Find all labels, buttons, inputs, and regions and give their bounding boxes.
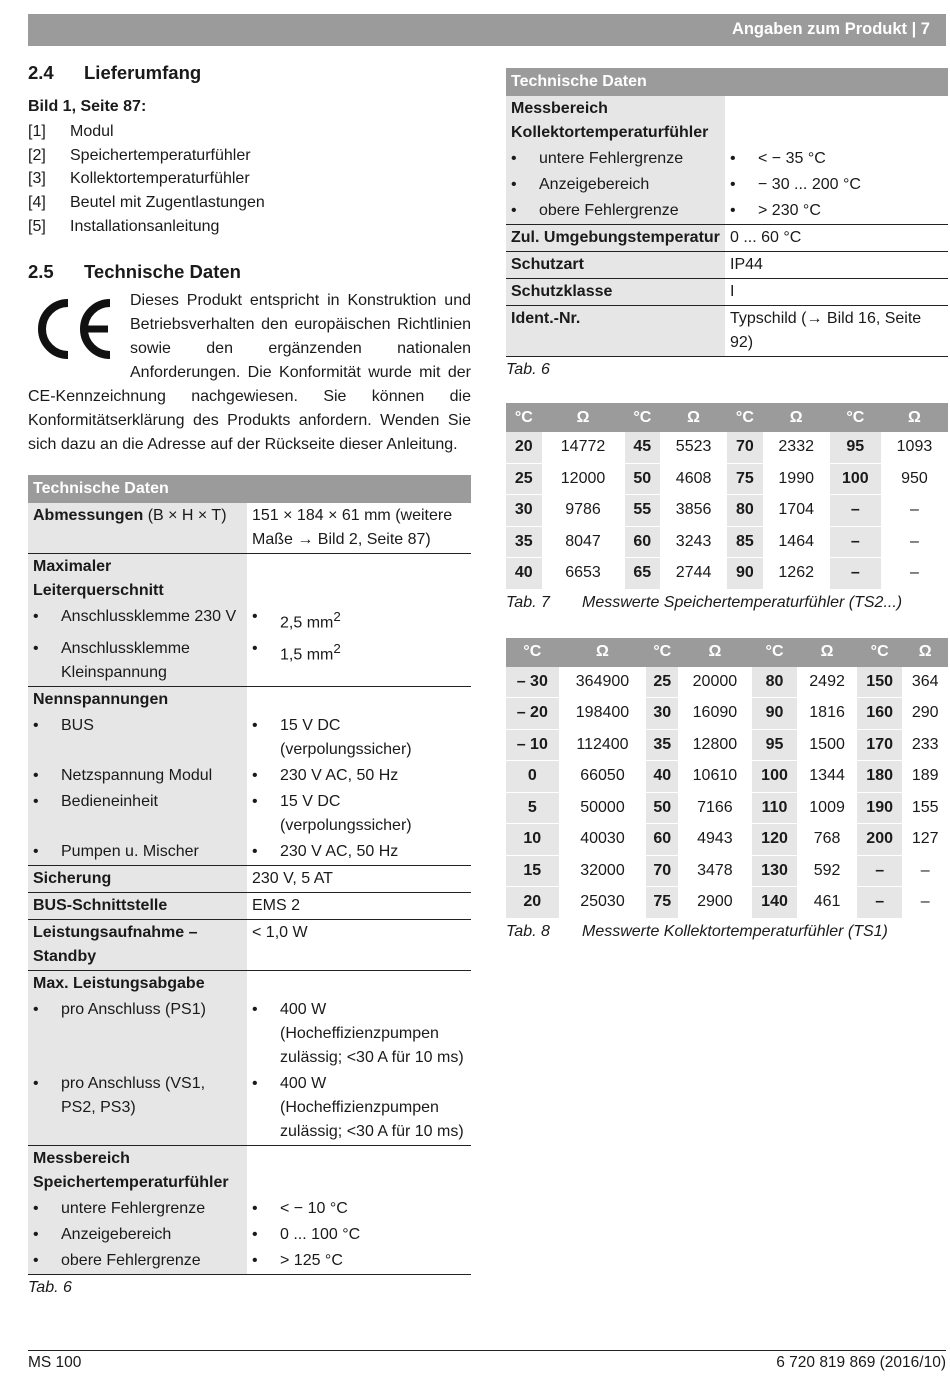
resistance-cell: 950: [881, 463, 948, 495]
table-row: • Anzeigebereich • 0 ... 100 °C: [28, 1222, 471, 1248]
column-header: Ω: [559, 638, 647, 667]
temperature-cell: 95: [752, 729, 798, 761]
section-title: Lieferumfang: [84, 62, 202, 83]
temperature-cell: – 10: [506, 729, 559, 761]
temperature-cell: 200: [857, 824, 903, 856]
resistance-cell: –: [881, 526, 948, 558]
temperature-cell: –: [830, 526, 881, 558]
column-header: Ω: [797, 638, 857, 667]
resistance-cell: 2492: [797, 667, 857, 698]
table-row: [506, 824, 948, 856]
column-header: °C: [646, 638, 678, 667]
table-row: [506, 792, 948, 824]
temperature-cell: 35: [646, 729, 678, 761]
resistance-cell: 20000: [678, 667, 752, 698]
temperature-cell: 60: [646, 824, 678, 856]
resistance-cell: 1704: [763, 495, 830, 527]
ce-mark-icon: [32, 293, 116, 365]
resistance-cell: 290: [902, 698, 948, 730]
table-row: Ident.-Nr. Typschild (→ Bild 16, Seite 92): [506, 306, 948, 357]
footer-product: MS 100: [28, 1354, 82, 1371]
table-caption: Tab. 6: [506, 361, 550, 378]
resistance-cell: 1009: [797, 792, 857, 824]
list-item: [5] Installationsanleitung: [28, 217, 220, 235]
resistance-cell: 12000: [542, 463, 625, 495]
resistance-cell: 1990: [763, 463, 830, 495]
temperature-cell: 35: [506, 526, 542, 558]
table-row: BUS-Schnittstelle EMS 2: [28, 892, 471, 919]
column-header: Ω: [542, 403, 625, 432]
table-row: Schutzklasse I: [506, 279, 948, 306]
temperature-cell: 20: [506, 432, 542, 463]
table-row: • obere Fehlergrenze • > 125 °C: [28, 1248, 471, 1275]
temperature-cell: 100: [752, 761, 798, 793]
resistance-cell: 3243: [660, 526, 727, 558]
temperature-cell: 85: [727, 526, 763, 558]
resistance-table-ts1: [506, 638, 948, 919]
temperature-cell: 80: [752, 667, 798, 698]
resistance-cell: 25030: [559, 887, 647, 919]
resistance-cell: –: [881, 558, 948, 590]
table-row: • untere Fehlergrenze • < − 35 °C: [506, 146, 948, 172]
table-row: • Anschlussklemme 230 V • 2,5 $mm^2$: [28, 604, 471, 636]
table-row: Nennspannungen: [28, 686, 471, 713]
table-caption: Tab. 8 Messwerte Kollektortemperaturfühler (TS1): [506, 922, 888, 940]
temperature-cell: 80: [727, 495, 763, 527]
resistance-cell: 3856: [660, 495, 727, 527]
resistance-cell: 1262: [763, 558, 830, 590]
technical-data-table: [28, 475, 471, 1275]
temperature-cell: 130: [752, 855, 798, 887]
table-row: • BUS • 15 V DC (verpolungssicher): [28, 713, 471, 763]
delivery-list: [28, 120, 471, 239]
footer-doc-number: 6 720 819 869 (2016/10): [776, 1354, 946, 1371]
column-header: Ω: [902, 638, 948, 667]
section-number: 2.5: [28, 260, 54, 282]
temperature-cell: 70: [646, 855, 678, 887]
temperature-cell: 20: [506, 887, 559, 919]
temperature-cell: – 30: [506, 667, 559, 698]
table-row: • untere Fehlergrenze • < − 10 °C: [28, 1196, 471, 1222]
resistance-cell: 1816: [797, 698, 857, 730]
resistance-cell: 5523: [660, 432, 727, 463]
resistance-cell: 3478: [678, 855, 752, 887]
table-header: Technische Daten: [28, 475, 471, 503]
resistance-cell: –: [881, 495, 948, 527]
resistance-cell: 8047: [542, 526, 625, 558]
temperature-cell: 75: [727, 463, 763, 495]
resistance-cell: 16090: [678, 698, 752, 730]
resistance-cell: 461: [797, 887, 857, 919]
list-item: [2] Speichertemperaturfühler: [28, 146, 251, 164]
temperature-cell: 180: [857, 761, 903, 793]
resistance-cell: 592: [797, 855, 857, 887]
table-row: Messbereich Kollektortemperaturfühler: [506, 96, 948, 146]
list-item: [3] Kollektortemperaturfühler: [28, 170, 250, 188]
temperature-cell: 40: [506, 558, 542, 590]
temperature-cell: 100: [830, 463, 881, 495]
resistance-cell: –: [902, 855, 948, 887]
temperature-cell: 50: [646, 792, 678, 824]
table-row: [506, 887, 948, 919]
table-row: [506, 463, 948, 495]
temperature-cell: 160: [857, 698, 903, 730]
resistance-cell: 1500: [797, 729, 857, 761]
resistance-cell: 9786: [542, 495, 625, 527]
table-row: [506, 667, 948, 698]
right-column: [506, 68, 948, 941]
table-row: Leistungsaufnahme – Standby < 1,0 W: [28, 919, 471, 970]
resistance-cell: 4608: [660, 463, 727, 495]
column-header: Ω: [881, 403, 948, 432]
temperature-cell: 90: [752, 698, 798, 730]
resistance-cell: 364: [902, 667, 948, 698]
resistance-cell: 4943: [678, 824, 752, 856]
footer-divider: [28, 1350, 946, 1351]
table-row: Sicherung 230 V, 5 AT: [28, 865, 471, 892]
table-caption: Tab. 7 Messwerte Speichertemperaturfühler (TS2...): [506, 593, 903, 611]
resistance-cell: 2900: [678, 887, 752, 919]
table-header: Technische Daten: [506, 68, 948, 96]
table-row: • Anzeigebereich • − 30 ... 200 °C: [506, 172, 948, 198]
resistance-cell: 112400: [559, 729, 647, 761]
figure-reference: Bild 1, Seite 87:: [28, 98, 147, 115]
temperature-cell: –: [857, 887, 903, 919]
ce-text: Dieses Produkt entspricht in Konstruktion und Betriebsverhalten den europäischen Richtlinien sowie den ergänzenden nationalen Anforderungen. Die Konformität wurde mit der CE-Kennzeichnung nachgewiesen. Sie können die Konformitätserklärung des Produkts anfordern. Wenden Sie sich dazu an die Adresse auf der Rückseite dieser Anleitung.: [28, 291, 471, 453]
table-row: • obere Fehlergrenze • > 230 °C: [506, 198, 948, 225]
column-header: °C: [857, 638, 903, 667]
temperature-cell: –: [857, 855, 903, 887]
resistance-cell: 1344: [797, 761, 857, 793]
table-caption: Tab. 6: [28, 1278, 72, 1296]
resistance-cell: 40030: [559, 824, 647, 856]
table-row: [506, 495, 948, 527]
table-header-row: [506, 403, 948, 432]
technical-data-table-continued: [506, 68, 948, 357]
left-column: [28, 62, 471, 1297]
resistance-cell: 14772: [542, 432, 625, 463]
temperature-cell: 65: [625, 558, 661, 590]
section-2-5-heading: [28, 261, 471, 283]
table-row: • Anschlussklemme Kleinspannung • 1,5 $mm^2$: [28, 636, 471, 687]
table-row: [506, 558, 948, 590]
temperature-cell: – 20: [506, 698, 559, 730]
temperature-cell: 50: [625, 463, 661, 495]
column-header: °C: [752, 638, 798, 667]
resistance-cell: 2332: [763, 432, 830, 463]
table-row: [506, 698, 948, 730]
temperature-cell: 30: [506, 495, 542, 527]
table-row: Maximaler Leiterquerschnitt: [28, 553, 471, 604]
column-header: °C: [727, 403, 763, 432]
temperature-cell: –: [830, 495, 881, 527]
temperature-cell: –: [830, 558, 881, 590]
section-title: Technische Daten: [84, 260, 241, 282]
section-number: 2.4: [28, 62, 54, 83]
temperature-cell: 70: [727, 432, 763, 463]
ce-conformity-block: [28, 289, 471, 457]
table-row: [506, 855, 948, 887]
resistance-cell: 198400: [559, 698, 647, 730]
table-row: [506, 729, 948, 761]
table-row: Messbereich Speichertemperaturfühler: [28, 1145, 471, 1196]
resistance-cell: 6653: [542, 558, 625, 590]
column-header: °C: [506, 403, 542, 432]
table-header-row: [506, 638, 948, 667]
resistance-cell: 1093: [881, 432, 948, 463]
temperature-cell: 75: [646, 887, 678, 919]
table-row: • Pumpen u. Mischer • 230 V AC, 50 Hz: [28, 839, 471, 866]
temperature-cell: 90: [727, 558, 763, 590]
table-row: [506, 526, 948, 558]
resistance-cell: 10610: [678, 761, 752, 793]
temperature-cell: 25: [646, 667, 678, 698]
table-row: Schutzart IP44: [506, 252, 948, 279]
temperature-cell: 140: [752, 887, 798, 919]
temperature-cell: 170: [857, 729, 903, 761]
resistance-cell: 50000: [559, 792, 647, 824]
resistance-cell: 364900: [559, 667, 647, 698]
temperature-cell: 120: [752, 824, 798, 856]
resistance-cell: 7166: [678, 792, 752, 824]
list-item: [4] Beutel mit Zugentlastungen: [28, 194, 265, 212]
resistance-cell: 66050: [559, 761, 647, 793]
temperature-cell: 55: [625, 495, 661, 527]
resistance-cell: 189: [902, 761, 948, 793]
resistance-cell: –: [902, 887, 948, 919]
temperature-cell: 10: [506, 824, 559, 856]
resistance-cell: 155: [902, 792, 948, 824]
temperature-cell: 15: [506, 855, 559, 887]
column-header: °C: [625, 403, 661, 432]
table-row: • pro Anschluss (VS1, PS2, PS3) • 400 W (Hocheffizienzpumpen zulässig; <30 A für 10 ms): [28, 1071, 471, 1146]
temperature-cell: 150: [857, 667, 903, 698]
table-row: [506, 432, 948, 463]
temperature-cell: 5: [506, 792, 559, 824]
resistance-cell: 233: [902, 729, 948, 761]
resistance-cell: 1464: [763, 526, 830, 558]
resistance-cell: 32000: [559, 855, 647, 887]
table-row: • pro Anschluss (PS1) • 400 W (Hocheffizienzpumpen zulässig; <30 A für 10 ms): [28, 997, 471, 1071]
page-header-title: Angaben zum Produkt | 7: [731, 20, 930, 38]
table-row: • Netzspannung Modul • 230 V AC, 50 Hz: [28, 763, 471, 789]
temperature-cell: 60: [625, 526, 661, 558]
temperature-cell: 30: [646, 698, 678, 730]
column-header: Ω: [763, 403, 830, 432]
temperature-cell: 95: [830, 432, 881, 463]
section-2-4-heading: [28, 62, 471, 84]
table-row: • Bedieneinheit • 15 V DC (verpolungssicher): [28, 789, 471, 839]
temperature-cell: 45: [625, 432, 661, 463]
resistance-cell: 768: [797, 824, 857, 856]
temperature-cell: 0: [506, 761, 559, 793]
temperature-cell: 110: [752, 792, 798, 824]
resistance-cell: 127: [902, 824, 948, 856]
column-header: Ω: [660, 403, 727, 432]
column-header: °C: [830, 403, 881, 432]
table-row: [506, 761, 948, 793]
header-bar: [28, 14, 946, 46]
temperature-cell: 190: [857, 792, 903, 824]
table-row: Abmessungen (B × H × T) 151 × 184 × 61 mm (weitere Maße → Bild 2, Seite 87): [28, 503, 471, 554]
table-row: Max. Leistungsabgabe: [28, 970, 471, 997]
resistance-cell: 12800: [678, 729, 752, 761]
resistance-table-ts2: [506, 403, 948, 590]
list-item: [1] Modul: [28, 123, 114, 140]
temperature-cell: 40: [646, 761, 678, 793]
table-row: Zul. Umgebungstemperatur 0 ... 60 °C: [506, 225, 948, 252]
column-header: °C: [506, 638, 559, 667]
column-header: Ω: [678, 638, 752, 667]
temperature-cell: 25: [506, 463, 542, 495]
resistance-cell: 2744: [660, 558, 727, 590]
